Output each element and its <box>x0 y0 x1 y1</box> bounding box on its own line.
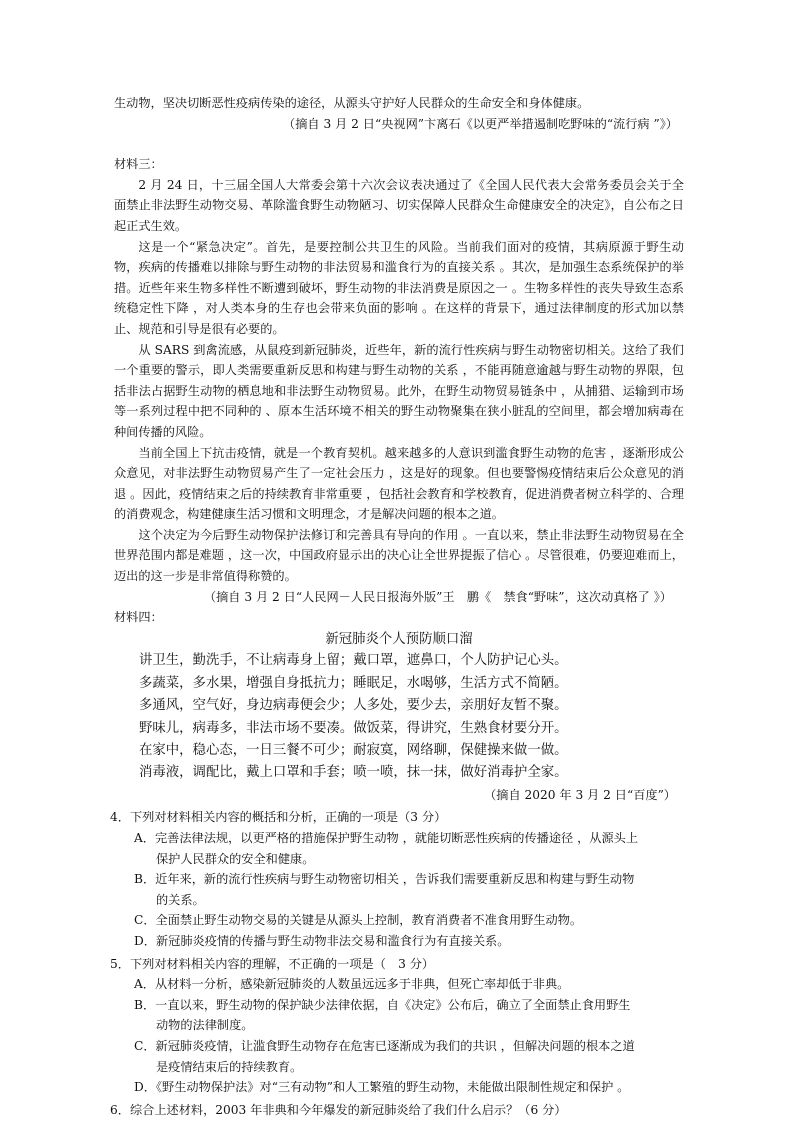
option-c: C．全面禁止野生动物交易的关键是从源头上控制，教育消费者不准食用野生动物。 <box>134 913 583 928</box>
material4-poem <box>114 650 684 784</box>
material3-paragraph: 从 SARS 到禽流感，从鼠疫到新冠肺炎，近些年，新的流行性疾病与野生动物密切相关。这给了我们一个重要的警示，即人类需要重新反思和构建与野生动物的关系 ，不能再随意逾越与野生动物的界限，包括非法占据野生动物的栖息地和非法野生动物贸易。此外，在野生动物贸易链条中 ，从捕猎、运输到市场等一系列过程中把不同种的 、原本生活环境不相关的野生动物聚集在狭小脏乱的空间里，都会增加病毒在种间传播的风险。 <box>114 342 684 439</box>
option-a-cont: 保护人民群众的安全和健康。 <box>156 851 315 866</box>
material3-body <box>114 175 684 587</box>
poem-line: 多通风，空气好，身边病毒便会少；人多处，要少去，亲朋好友暂不聚。 <box>139 698 568 714</box>
poem-line: 讲卫生，勤洗手，不让病毒身上留；戴口罩，遮鼻口，个人防护记心头。 <box>139 653 568 669</box>
material3-paragraph: 当前全国上下抗击疫情，就是一个教育契机。越来越多的人意识到滥食野生动物的危害 ，逐渐形成公众意见，对非法野生动物贸易产生了一定社会压力 ，这是好的现象。但也要警惕疫情结束后公众意见的消退 。因此，疫情结束之后的持续教育非常重要 ，包括社会教育和学校教育，促进消费者树立科学的、合理的消费观念，构建健康生活习惯和文明理念，才是解决问题的根本之道。 <box>114 445 684 522</box>
material4-source: （摘自 2020 年 3 月 2 日“百度”） <box>484 787 676 802</box>
material3-paragraph: 2 月 24 日，十三届全国人大常委会第十六次会议表决通过了《全国人民代表大会常务委员会关于全面禁止非法野生动物交易、革除滥食野生动物陋习、切实保障人民群众生命健康安全的决定》，自公布之日起正式生效。 <box>114 177 684 233</box>
material2-source: （摘自 3 月 2 日“央视网”卞离石《以更严举措遏制吃野味的“流行病 ”》） <box>283 116 678 131</box>
option-b: B．一直以来，野生动物的保护缺少法律依据，自《决定》公布后，确立了全面禁止食用野生 <box>134 997 631 1012</box>
poem-line: 多蔬菜，多水果，增强自身抵抗力；睡眠足，水喝够，生活方式不简陋。 <box>139 675 568 691</box>
material2-tail-text: 生动物，坚决切断恶性疫病传染的途径，从源头守护好人民群众的生命安全和身体健康。 <box>114 96 590 110</box>
material3-paragraph: 这是一个“紧急决定”。首先，是要控制公共卫生的风险。当前我们面对的疫情，其病原源于野生动物，疾病的传播难以排除与野生动物的非法贸易和滥食行为的直接关系 。其次，是加强生态系统保护的举措。近些年来生物多样性不断遭到破坏，野生动物的非法消费是原因之一 。生物多样性的丧失导致生态系统稳定性下降 ，对人类本身的生存也会带来负面的影响 。在这样的背景下，通过法律制度的形式加以禁止、规范和引导是很有必要的。 <box>114 239 684 336</box>
material3-heading: 材料三： <box>114 157 163 172</box>
material4-title: 新冠肺炎个人预防顺口溜 <box>325 631 473 647</box>
poem-line: 野味儿，病毒多，非法市场不要凑。做饭菜，得讲究，生熟食材要分开。 <box>139 720 568 736</box>
option-a: A．完善法律法规，以更严格的措施保护野生动物 ，就能切断恶性疾病的传播途径 ，从源头上 <box>134 831 639 846</box>
material3-paragraph: 这个决定为今后野生动物保护法修订和完善具有导向的作用 。一直以来，禁止非法野生动物贸易在全世界范围内都是难题 ，这一次，中国政府显示出的决心让全世界提振了信心 。尽管很难，仍要迎难而上，迈出的这一步是非常值得称赞的。 <box>114 527 684 584</box>
option-c: C．新冠肺炎疫情，让滥食野生动物存在危害已逐渐成为我们的共识 ，但解决问题的根本之道 <box>134 1039 635 1053</box>
option-a: A．从材料一分析，感染新冠肺炎的人数虽远远多于非典，但死亡率却低于非典。 <box>134 977 570 992</box>
question-stem: 5．下列对材料相关内容的理解，不正确的一项是（ 3 分） <box>110 956 435 971</box>
material3-source: （摘自 3 月 2 日“人民网－人民日报海外版”王 鹏《 禁食“野味”，这次动真格了 》） <box>203 589 672 604</box>
option-b-cont: 的关系。 <box>156 892 205 907</box>
question-6 <box>110 1100 684 1121</box>
option-b: B．近年来，新的流行性疾病与野生动物密切相关 ，告诉我们需要重新反思和构建与野生动物 <box>134 872 635 887</box>
question-stem: 4．下列对材料相关内容的概括和分析，正确的一项是（3 分） <box>110 810 447 825</box>
option-c-cont: 是疫情结束后的持续教育。 <box>156 1059 303 1074</box>
option-d: D．新冠肺炎疫情的传播与野生动物非法交易和滥食行为有直接关系。 <box>134 934 510 949</box>
question-4 <box>110 807 684 951</box>
material4-heading: 材料四： <box>114 610 163 625</box>
poem-line: 消毒液，调配比，戴上口罩和手套；喷一喷，抹一抹，做好消毒护全家。 <box>139 765 568 781</box>
content-column <box>110 93 684 1120</box>
question-5 <box>110 954 684 1098</box>
option-b-cont: 动物的法律制度。 <box>156 1018 254 1033</box>
poem-line: 在家中，稳心态，一日三餐不可少；耐寂寞，网络聊，保健操来做一做。 <box>139 743 568 759</box>
question-stem: 6．综合上述材料，2003 年非典和今年爆发的新冠肺炎给了我们什么启示？（6 分） <box>110 1102 567 1117</box>
option-d: D．《野生动物保护法》对“三有动物”和人工繁殖的野生动物，未能做出限制性规定和保护 。 <box>134 1080 630 1095</box>
